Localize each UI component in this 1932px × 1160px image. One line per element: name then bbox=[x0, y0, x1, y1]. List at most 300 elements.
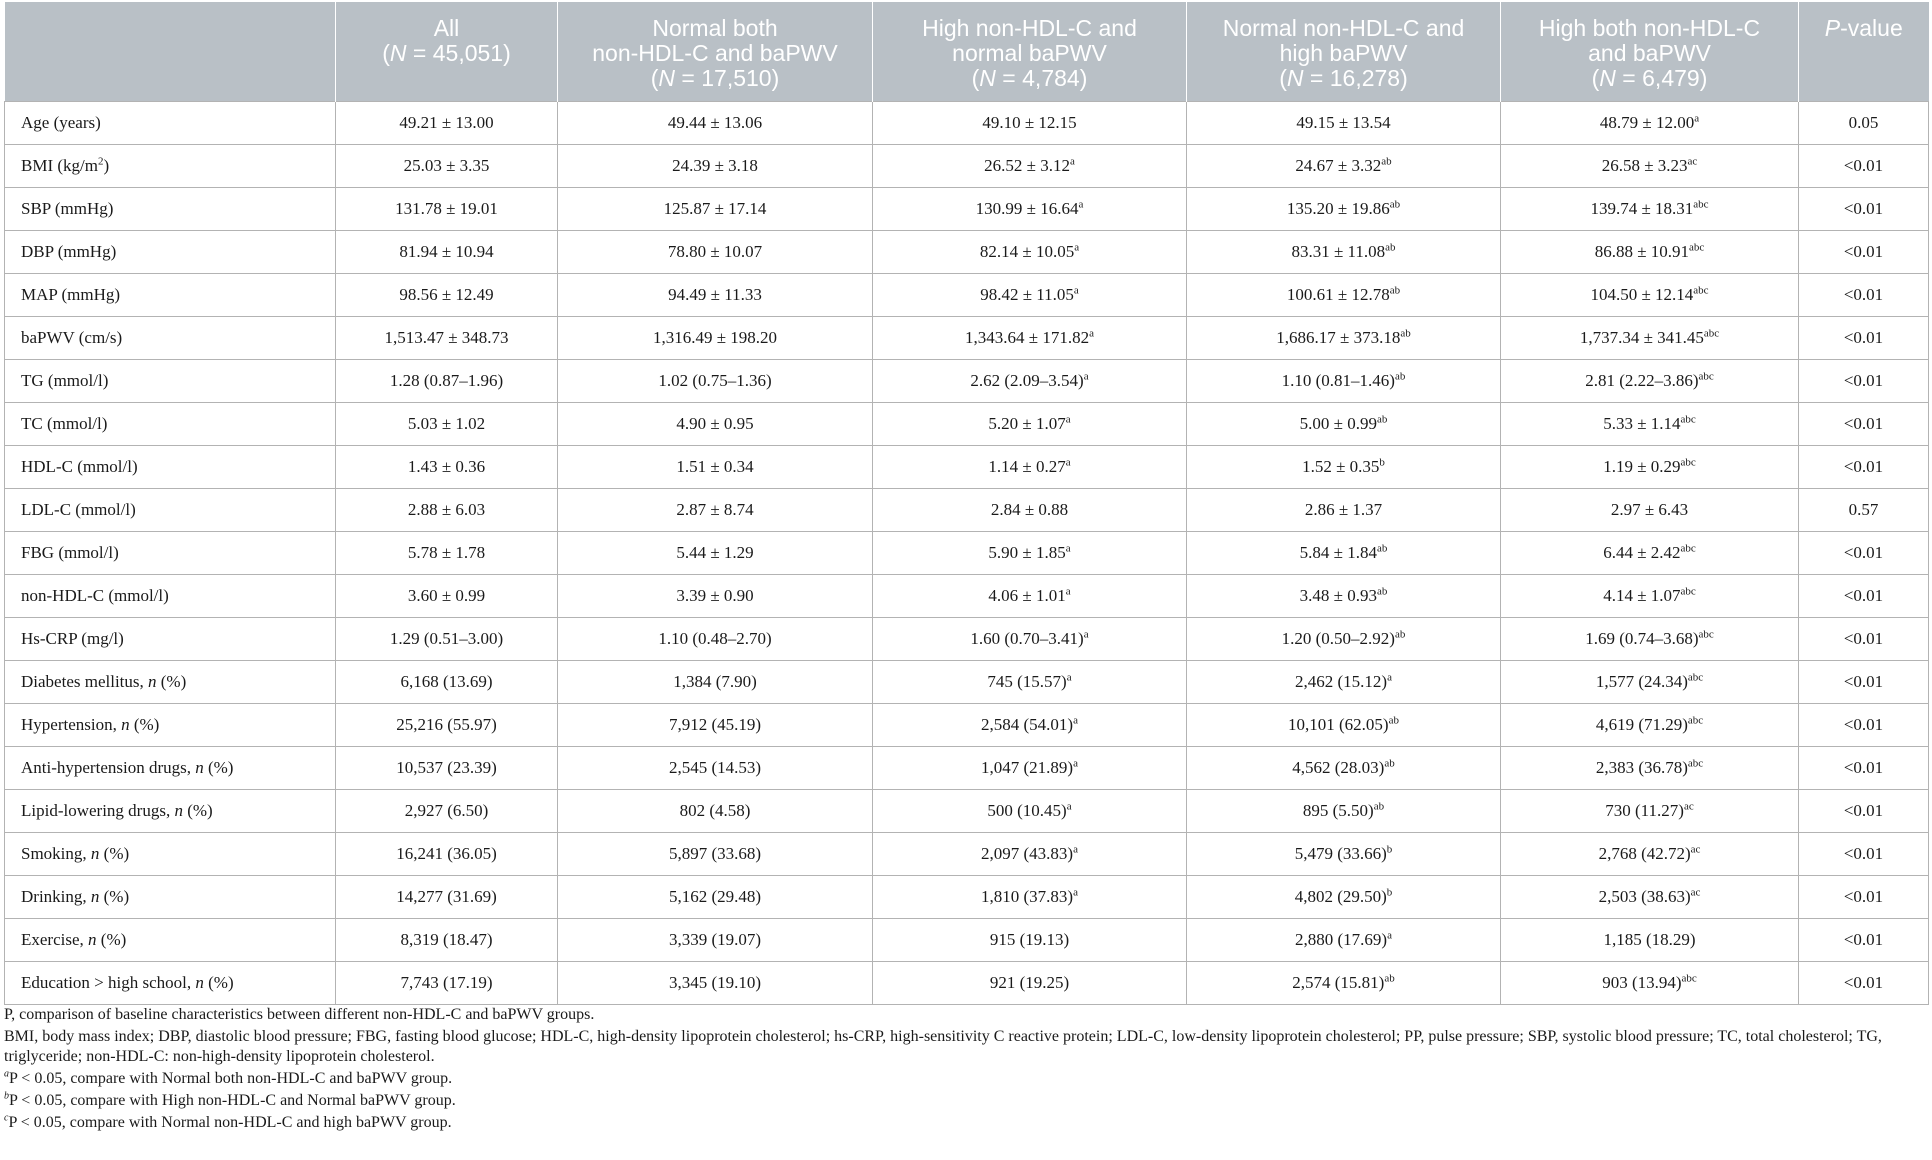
table-cell bbox=[873, 188, 1187, 231]
cell-value: 2.88 ± 6.03 bbox=[407, 500, 486, 519]
table-cell bbox=[873, 704, 1187, 747]
table-cell bbox=[558, 274, 873, 317]
p-value-cell bbox=[1799, 790, 1929, 833]
table-cell bbox=[1187, 661, 1501, 704]
significance-superscript: ab bbox=[1394, 628, 1406, 641]
significance-superscript: a bbox=[1694, 112, 1700, 125]
cell-value: 2,574 (15.81) bbox=[1292, 973, 1385, 992]
footnote-text: P < 0.05, compare with Normal both non-HDL-C and baPWV group. bbox=[9, 1070, 453, 1087]
table-cell bbox=[873, 876, 1187, 919]
significance-superscript: abc bbox=[1693, 284, 1709, 297]
significance-superscript: b bbox=[1386, 886, 1393, 899]
cell-value: <0.01 bbox=[1843, 973, 1884, 992]
cell-value: 3,345 (19.10) bbox=[668, 973, 762, 992]
cell-value: 921 (19.25) bbox=[989, 973, 1070, 992]
table-cell bbox=[1501, 747, 1799, 790]
significance-superscript: a bbox=[1065, 413, 1071, 426]
p-value-cell bbox=[1799, 403, 1929, 446]
row-label: Smoking, n (%) bbox=[5, 833, 336, 876]
column-header-line: Normal both bbox=[652, 15, 778, 41]
significance-superscript: abc bbox=[1680, 413, 1696, 426]
table-cell bbox=[1501, 231, 1799, 274]
cell-value: 14,277 (31.69) bbox=[396, 887, 497, 906]
table-row bbox=[5, 360, 1929, 403]
column-header bbox=[558, 2, 873, 102]
table-body bbox=[5, 102, 1929, 1005]
cell-value: 3.48 ± 0.93 bbox=[1299, 586, 1377, 605]
cell-value: 5.33 ± 1.14 bbox=[1603, 414, 1681, 433]
table-cell bbox=[558, 661, 873, 704]
significance-superscript: ac bbox=[1690, 843, 1701, 856]
cell-value: 125.87 ± 17.14 bbox=[663, 199, 767, 218]
table-cell bbox=[1501, 661, 1799, 704]
cell-value: 5,897 (33.68) bbox=[668, 844, 762, 863]
cell-value: <0.01 bbox=[1843, 285, 1884, 304]
table-cell bbox=[558, 790, 873, 833]
cell-value: 1,185 (18.29) bbox=[1603, 930, 1696, 949]
row-label: SBP (mmHg) bbox=[5, 188, 336, 231]
table-cell bbox=[1501, 102, 1799, 145]
table-cell bbox=[336, 231, 558, 274]
table-row bbox=[5, 489, 1929, 532]
cell-value: 94.49 ± 11.33 bbox=[668, 285, 762, 304]
p-value-cell bbox=[1799, 532, 1929, 575]
table-row bbox=[5, 532, 1929, 575]
table-cell bbox=[558, 876, 873, 919]
footnote bbox=[4, 1026, 1924, 1068]
column-header-line: high baPWV bbox=[1279, 40, 1408, 66]
significance-superscript: a bbox=[1387, 671, 1392, 684]
cell-value: <0.01 bbox=[1843, 629, 1884, 648]
cell-value: 1.10 (0.48–2.70) bbox=[658, 629, 772, 648]
cell-value: 5.44 ± 1.29 bbox=[676, 543, 754, 562]
table-cell bbox=[873, 446, 1187, 489]
cell-value: 3.60 ± 0.99 bbox=[407, 586, 486, 605]
row-label: DBP (mmHg) bbox=[5, 231, 336, 274]
table-cell bbox=[873, 919, 1187, 962]
significance-superscript: ab bbox=[1389, 198, 1401, 211]
table-cell bbox=[1501, 575, 1799, 618]
significance-superscript: abc bbox=[1687, 671, 1704, 684]
table-row bbox=[5, 446, 1929, 489]
cell-value: 2.62 (2.09–3.54) bbox=[970, 371, 1084, 390]
cell-value: 25,216 (55.97) bbox=[396, 715, 497, 734]
cell-value: 903 (13.94) bbox=[1602, 973, 1682, 992]
table-cell bbox=[558, 145, 873, 188]
cell-value: 98.42 ± 11.05 bbox=[980, 285, 1074, 304]
cell-value: 1,686.17 ± 373.18 bbox=[1276, 328, 1401, 347]
cell-value: <0.01 bbox=[1843, 801, 1884, 820]
table-cell bbox=[336, 274, 558, 317]
cell-value: 81.94 ± 10.94 bbox=[399, 242, 494, 261]
baseline-characteristics-table bbox=[4, 2, 1929, 1005]
cell-value: 1,384 (7.90) bbox=[673, 672, 757, 691]
significance-superscript: abc bbox=[1680, 585, 1696, 598]
cell-value: 4.90 ± 0.95 bbox=[676, 414, 754, 433]
cell-value: 4.14 ± 1.07 bbox=[1603, 586, 1681, 605]
significance-superscript: ac bbox=[1683, 800, 1694, 813]
table-cell bbox=[558, 317, 873, 360]
column-header-line: and baPWV bbox=[1588, 40, 1711, 66]
cell-value: 6.44 ± 2.42 bbox=[1603, 543, 1681, 562]
table-cell bbox=[873, 747, 1187, 790]
significance-superscript: ac bbox=[1690, 886, 1701, 899]
significance-superscript: a bbox=[1083, 370, 1089, 383]
table-cell bbox=[336, 876, 558, 919]
cell-value: 5.78 ± 1.78 bbox=[407, 543, 486, 562]
table-cell bbox=[873, 618, 1187, 661]
significance-superscript: a bbox=[1065, 456, 1071, 469]
cell-value: 1,316.49 ± 198.20 bbox=[652, 328, 778, 347]
cell-value: 1.51 ± 0.34 bbox=[676, 457, 754, 476]
column-header-line: High both non-HDL-C bbox=[1538, 15, 1761, 41]
cell-value: 2.84 ± 0.88 bbox=[990, 500, 1069, 519]
table-cell bbox=[1187, 833, 1501, 876]
cell-value: <0.01 bbox=[1843, 543, 1884, 562]
row-label: BMI $(kg/m^2)$ bbox=[5, 145, 336, 188]
table-cell bbox=[1501, 489, 1799, 532]
cell-value: 139.74 ± 18.31 bbox=[1590, 199, 1694, 218]
significance-superscript: abc bbox=[1698, 628, 1714, 641]
cell-value: <0.01 bbox=[1843, 672, 1884, 691]
significance-superscript: b bbox=[1379, 456, 1385, 469]
cell-value: 2,584 (54.01) bbox=[981, 715, 1074, 734]
column-header-line: P-value bbox=[1824, 15, 1903, 41]
table-cell bbox=[336, 704, 558, 747]
row-label: Drinking, n (%) bbox=[5, 876, 336, 919]
table-row bbox=[5, 876, 1929, 919]
table-cell bbox=[1501, 446, 1799, 489]
cell-value: 730 (11.27) bbox=[1605, 801, 1684, 820]
significance-superscript: a bbox=[1387, 929, 1392, 942]
cell-value: <0.01 bbox=[1843, 156, 1884, 175]
p-value-cell bbox=[1799, 919, 1929, 962]
significance-superscript: ab bbox=[1373, 800, 1385, 813]
cell-value: 1.52 ± 0.35 bbox=[1302, 457, 1380, 476]
table-row bbox=[5, 403, 1929, 446]
table-cell bbox=[1501, 919, 1799, 962]
table-cell bbox=[336, 661, 558, 704]
significance-superscript: b bbox=[1386, 843, 1393, 856]
table-cell bbox=[1187, 274, 1501, 317]
table-row bbox=[5, 231, 1929, 274]
footnote bbox=[4, 1112, 1924, 1134]
cell-value: 49.44 ± 13.06 bbox=[667, 113, 763, 132]
column-header-line: Normal non-HDL-C and bbox=[1222, 15, 1465, 41]
row-label: TG (mmol/l) bbox=[5, 360, 336, 403]
cell-value: 131.78 ± 19.01 bbox=[395, 199, 498, 218]
footnote-marker: c bbox=[4, 1112, 9, 1124]
significance-superscript: ab bbox=[1385, 241, 1396, 254]
p-value-cell bbox=[1799, 102, 1929, 145]
cell-value: 2,503 (38.63) bbox=[1598, 887, 1691, 906]
p-value-cell bbox=[1799, 188, 1929, 231]
column-header bbox=[1187, 2, 1501, 102]
significance-superscript: abc bbox=[1680, 456, 1696, 469]
significance-superscript: a bbox=[1066, 671, 1072, 684]
cell-value: 4.06 ± 1.01 bbox=[988, 586, 1066, 605]
table-row bbox=[5, 704, 1929, 747]
cell-value: 5,162 (29.48) bbox=[668, 887, 762, 906]
cell-value: <0.01 bbox=[1843, 758, 1884, 777]
table-row bbox=[5, 274, 1929, 317]
cell-value: 500 (10.45) bbox=[987, 801, 1067, 820]
table-row bbox=[5, 790, 1929, 833]
significance-superscript: a bbox=[1089, 327, 1094, 340]
p-value-cell bbox=[1799, 231, 1929, 274]
table-cell bbox=[1501, 618, 1799, 661]
cell-value: 100.61 ± 12.78 bbox=[1286, 285, 1390, 304]
significance-superscript: a bbox=[1073, 757, 1078, 770]
table-cell bbox=[1187, 403, 1501, 446]
cell-value: 25.03 ± 3.35 bbox=[403, 156, 490, 175]
table-cell bbox=[558, 532, 873, 575]
p-value-cell bbox=[1799, 661, 1929, 704]
cell-value: 1,513.47 ± 348.73 bbox=[384, 328, 509, 347]
cell-value: 7,743 (17.19) bbox=[400, 973, 493, 992]
significance-superscript: ab bbox=[1381, 155, 1392, 168]
cell-value: 8,319 (18.47) bbox=[400, 930, 493, 949]
cell-value: 1.20 (0.50–2.92) bbox=[1281, 629, 1395, 648]
row-label: FBG (mmol/l) bbox=[5, 532, 336, 575]
table-row bbox=[5, 317, 1929, 360]
cell-value: 2.97 ± 6.43 bbox=[1610, 500, 1689, 519]
table-cell bbox=[1187, 188, 1501, 231]
cell-value: 2.81 (2.22–3.86) bbox=[1585, 371, 1699, 390]
column-header bbox=[1799, 2, 1929, 102]
table-cell bbox=[873, 102, 1187, 145]
column-header-line: (N = 16,278) bbox=[1279, 65, 1408, 91]
significance-superscript: ab bbox=[1400, 327, 1411, 340]
cell-value: 1.29 (0.51–3.00) bbox=[389, 629, 504, 648]
table-cell bbox=[1187, 747, 1501, 790]
row-label: Education > high school, n (%) bbox=[5, 962, 336, 1005]
footnote-marker: a bbox=[4, 1068, 9, 1080]
table-cell bbox=[1501, 790, 1799, 833]
significance-superscript: a bbox=[1069, 155, 1075, 168]
cell-value: 3,339 (19.07) bbox=[668, 930, 762, 949]
table-cell bbox=[1187, 704, 1501, 747]
table-cell bbox=[336, 919, 558, 962]
cell-value: 83.31 ± 11.08 bbox=[1291, 242, 1386, 261]
p-value-cell bbox=[1799, 489, 1929, 532]
table-cell bbox=[558, 446, 873, 489]
cell-value: 1.60 (0.70–3.41) bbox=[970, 629, 1084, 648]
cell-value: 24.39 ± 3.18 bbox=[672, 156, 758, 175]
cell-value: 10,537 (23.39) bbox=[396, 758, 497, 777]
cell-value: 1.10 (0.81–1.46) bbox=[1281, 371, 1395, 390]
table-cell bbox=[336, 833, 558, 876]
baseline-characteristics-table-container bbox=[4, 2, 1928, 1005]
cell-value: 2,768 (42.72) bbox=[1598, 844, 1691, 863]
table-cell bbox=[336, 575, 558, 618]
cell-value: 1.69 (0.74–3.68) bbox=[1585, 629, 1699, 648]
footnote bbox=[4, 1004, 1924, 1026]
header-blank bbox=[5, 2, 336, 102]
row-label: Hs-CRP (mg/l) bbox=[5, 618, 336, 661]
column-header-line: (N = 17,510) bbox=[650, 65, 780, 91]
table-cell bbox=[1187, 618, 1501, 661]
cell-value: 4,619 (71.29) bbox=[1595, 715, 1688, 734]
table-cell bbox=[1501, 876, 1799, 919]
cell-value: 2.87 ± 8.74 bbox=[676, 500, 754, 519]
table-cell bbox=[873, 145, 1187, 188]
row-label: Hypertension, n (%) bbox=[5, 704, 336, 747]
cell-value: 82.14 ± 10.05 bbox=[979, 242, 1075, 261]
table-cell bbox=[1501, 317, 1799, 360]
table-cell bbox=[873, 317, 1187, 360]
table-row bbox=[5, 188, 1929, 231]
row-label: Lipid-lowering drugs, n (%) bbox=[5, 790, 336, 833]
cell-value: 6,168 (13.69) bbox=[400, 672, 493, 691]
p-value-cell bbox=[1799, 747, 1929, 790]
significance-superscript: a bbox=[1073, 886, 1078, 899]
table-cell bbox=[1187, 317, 1501, 360]
footnote-text: P, comparison of baseline characteristics between different non-HDL-C and baPWV groups. bbox=[4, 1006, 595, 1023]
table-cell bbox=[558, 747, 873, 790]
cell-value: 5.00 ± 0.99 bbox=[1299, 414, 1377, 433]
table-row bbox=[5, 833, 1929, 876]
table-cell bbox=[1187, 102, 1501, 145]
significance-superscript: abc bbox=[1698, 370, 1714, 383]
cell-value: 49.21 ± 13.00 bbox=[399, 113, 494, 132]
significance-superscript: abc bbox=[1680, 542, 1696, 555]
significance-superscript: ab bbox=[1376, 413, 1388, 426]
column-header-line: (N = 45,051) bbox=[382, 40, 511, 66]
table-row bbox=[5, 747, 1929, 790]
table-cell bbox=[336, 446, 558, 489]
p-value-cell bbox=[1799, 962, 1929, 1005]
table-row bbox=[5, 575, 1929, 618]
cell-value: 915 (19.13) bbox=[989, 930, 1070, 949]
cell-value: 5.03 ± 1.02 bbox=[407, 414, 486, 433]
p-value-cell bbox=[1799, 876, 1929, 919]
table-cell bbox=[1187, 876, 1501, 919]
footnote bbox=[4, 1090, 1924, 1112]
table-cell bbox=[873, 833, 1187, 876]
table-cell bbox=[336, 317, 558, 360]
cell-value: 10,101 (62.05) bbox=[1288, 715, 1389, 734]
cell-value: 16,241 (36.05) bbox=[396, 844, 497, 863]
table-row bbox=[5, 618, 1929, 661]
cell-value: 4,802 (29.50) bbox=[1294, 887, 1387, 906]
significance-superscript: ab bbox=[1384, 972, 1395, 985]
significance-superscript: ab bbox=[1388, 714, 1399, 727]
significance-superscript: a bbox=[1073, 714, 1078, 727]
cell-value: 1,047 (21.89) bbox=[981, 758, 1074, 777]
table-cell bbox=[558, 919, 873, 962]
table-cell bbox=[336, 790, 558, 833]
significance-superscript: abc bbox=[1693, 198, 1709, 211]
significance-superscript: a bbox=[1073, 284, 1079, 297]
table-cell bbox=[873, 274, 1187, 317]
table-cell bbox=[336, 532, 558, 575]
cell-value: 1.28 (0.87–1.96) bbox=[389, 371, 504, 390]
cell-value: 130.99 ± 16.64 bbox=[975, 199, 1079, 218]
table-cell bbox=[336, 360, 558, 403]
footnote-marker: b bbox=[4, 1090, 9, 1102]
table-cell bbox=[1501, 962, 1799, 1005]
cell-value: 2,880 (17.69) bbox=[1295, 930, 1388, 949]
significance-superscript: a bbox=[1065, 542, 1071, 555]
cell-value: 26.52 ± 3.12 bbox=[984, 156, 1070, 175]
table-cell bbox=[558, 704, 873, 747]
table-cell bbox=[873, 661, 1187, 704]
row-label: Exercise, n (%) bbox=[5, 919, 336, 962]
row-label: MAP (mmHg) bbox=[5, 274, 336, 317]
table-cell bbox=[1187, 919, 1501, 962]
cell-value: 49.10 ± 12.15 bbox=[982, 113, 1077, 132]
table-cell bbox=[1187, 231, 1501, 274]
table-row bbox=[5, 145, 1929, 188]
significance-superscript: ab bbox=[1376, 585, 1388, 598]
cell-value: 135.20 ± 19.86 bbox=[1286, 199, 1390, 218]
cell-value: 2,097 (43.83) bbox=[981, 844, 1074, 863]
cell-value: <0.01 bbox=[1843, 930, 1884, 949]
table-cell bbox=[558, 962, 873, 1005]
table-cell bbox=[873, 962, 1187, 1005]
p-value-cell bbox=[1799, 274, 1929, 317]
column-header-line: High non-HDL-C and bbox=[922, 15, 1137, 41]
table-cell bbox=[1187, 962, 1501, 1005]
cell-value: 86.88 ± 10.91 bbox=[1594, 242, 1690, 261]
table-cell bbox=[873, 575, 1187, 618]
table-cell bbox=[873, 489, 1187, 532]
row-label: LDL-C (mmol/l) bbox=[5, 489, 336, 532]
significance-superscript: a bbox=[1065, 585, 1071, 598]
cell-value: 745 (15.57) bbox=[987, 672, 1067, 691]
cell-value: 48.79 ± 12.00 bbox=[1599, 113, 1695, 132]
table-cell bbox=[1187, 489, 1501, 532]
table-cell bbox=[336, 747, 558, 790]
table-cell bbox=[336, 188, 558, 231]
cell-value: 4,562 (28.03) bbox=[1292, 758, 1385, 777]
table-cell bbox=[1187, 446, 1501, 489]
cell-value: 5.20 ± 1.07 bbox=[988, 414, 1066, 433]
p-value-cell bbox=[1799, 145, 1929, 188]
column-header-line: (N = 4,784) bbox=[971, 65, 1088, 91]
table-cell bbox=[1187, 145, 1501, 188]
significance-superscript: ab bbox=[1389, 284, 1401, 297]
cell-value: 895 (5.50) bbox=[1302, 801, 1374, 820]
cell-value: 1.02 (0.75–1.36) bbox=[658, 371, 772, 390]
table-cell bbox=[1501, 403, 1799, 446]
column-header bbox=[873, 2, 1187, 102]
p-value-cell bbox=[1799, 618, 1929, 661]
cell-value: 7,912 (45.19) bbox=[668, 715, 762, 734]
significance-superscript: a bbox=[1073, 843, 1078, 856]
table-cell bbox=[1501, 145, 1799, 188]
cell-value: 104.50 ± 12.14 bbox=[1590, 285, 1694, 304]
column-header bbox=[1501, 2, 1799, 102]
footnote-text: P < 0.05, compare with Normal non-HDL-C and high baPWV group. bbox=[8, 1114, 452, 1131]
cell-value: <0.01 bbox=[1843, 715, 1884, 734]
cell-value: 2,462 (15.12) bbox=[1295, 672, 1388, 691]
table-cell bbox=[558, 618, 873, 661]
table-row bbox=[5, 102, 1929, 145]
cell-value: 1.43 ± 0.36 bbox=[407, 457, 486, 476]
significance-superscript: abc bbox=[1689, 241, 1705, 254]
table-cell bbox=[1501, 188, 1799, 231]
cell-value: 49.15 ± 13.54 bbox=[1296, 113, 1391, 132]
table-cell bbox=[336, 403, 558, 446]
row-label: Anti-hypertension drugs, n (%) bbox=[5, 747, 336, 790]
table-cell bbox=[558, 575, 873, 618]
significance-superscript: a bbox=[1083, 628, 1089, 641]
table-cell bbox=[336, 618, 558, 661]
significance-superscript: ab bbox=[1376, 542, 1388, 555]
cell-value: <0.01 bbox=[1843, 199, 1884, 218]
